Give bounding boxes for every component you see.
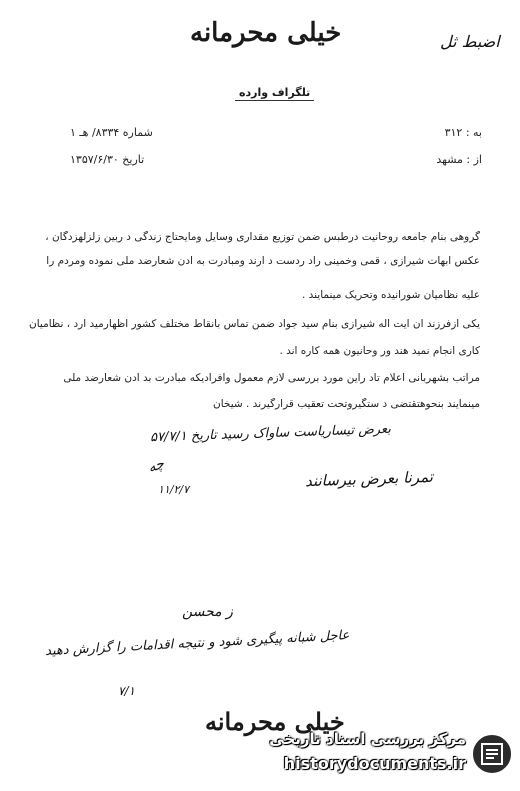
body-line: علیه نظامیان شورانیده وتحریک مینمایند . bbox=[301, 289, 480, 301]
telegram-date: تاریخ ۱۳۵۷/۶/۳۰ bbox=[70, 153, 145, 166]
body-line: عکس ابهات شیرازی ، قمی وخمینی راد ردست د ارند ومبادرت به ادن شعارضد ملی نموده ومردم را bbox=[46, 255, 480, 267]
reference-number: شماره ۸۳۳۴/ هـ ۱ bbox=[70, 126, 153, 139]
handwritten-order: عاجل شبانه پیگیری شود و نتیجه اقدامات را گزارش دهید bbox=[44, 628, 350, 659]
handwritten-instruction: تمرنا بعرض بیرسانند bbox=[304, 467, 434, 491]
handwritten-recipient: ز محسن bbox=[182, 604, 233, 620]
body-line: گروهی بنام جامعه روحانیت درطبس ضمن توزیع مقداری وسایل ومایحتاج زندگی د ربین زلزلهزدگان ، bbox=[45, 231, 480, 243]
watermark-title: مرکز بررسی اسناد تاریخی bbox=[269, 730, 466, 748]
telegram-origin: از : مشهد bbox=[436, 153, 482, 166]
body-line: مینمایند بنحوهتقتضی د ستگیروتحت تعقیب قرارگیرند . شیخان bbox=[213, 398, 480, 410]
archive-watermark bbox=[250, 726, 516, 782]
archive-logo-icon bbox=[470, 732, 514, 776]
watermark-url: historydocuments.ir bbox=[283, 754, 466, 773]
corner-handwritten-note: اضبط ثل bbox=[440, 32, 500, 51]
body-line: یکی ازفرزند ان ایت اله شیرازی بنام سید جواد ضمن تماس بانقاط مختلف کشور اظهارمید ارد ، نظامیان bbox=[29, 318, 480, 330]
handwritten-bottom-date: ۷/۱ bbox=[118, 684, 135, 698]
document-type-label: تلگراف وارده bbox=[235, 85, 314, 101]
body-line: کاری انجام نمید هند ور وحانیون همه کاره اند . bbox=[279, 345, 480, 357]
handwritten-date-left: ۱۱/۲/۷ bbox=[158, 483, 190, 496]
handwritten-forwarding-note: بعرض تیساریاست ساواک رسید تاریخ ۵۷/۷/۱ bbox=[149, 421, 392, 446]
handwritten-initials: چه bbox=[145, 455, 167, 477]
telegram-number: به : ۳۱۲ bbox=[444, 126, 482, 139]
classification-stamp-bottom: خیلی محرمانه bbox=[205, 707, 345, 736]
classification-stamp-top: خیلی محرمانه bbox=[190, 18, 342, 48]
body-line: مراتب بشهربانی اعلام تاد راین مورد بررسی لازم معمول وافرادیکه مبادرت بد ادن شعارضد ملی bbox=[63, 372, 480, 384]
